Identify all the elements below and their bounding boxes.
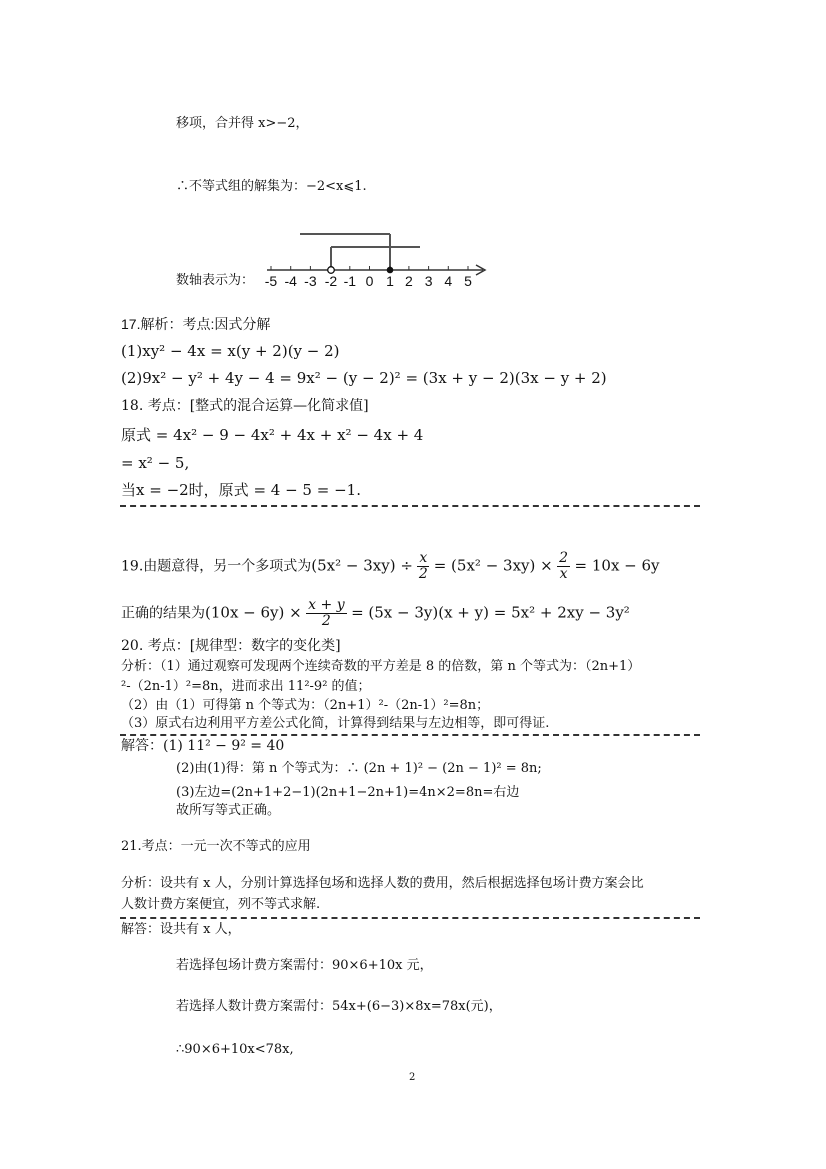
solution-set: ∴不等式组的解集为：−2<x⩽1. (176, 179, 367, 194)
q19-expr-c: = 10x − 6y (574, 556, 660, 575)
q21-analysis-1: 分析：设共有 x 人，分别计算选择包场和选择人数的费用，然后根据选择包场计费方案会比 (121, 876, 644, 891)
tick-label: -2 (324, 273, 338, 289)
q19r-frac-den: 2 (321, 613, 331, 629)
q20-sol-3: (3)左边=(2n+1+2−1)(2n+1−2n+1)=4n×2=8n=右边 (176, 785, 520, 800)
tick-label: -3 (304, 273, 317, 289)
step-combine: 移项，合并得 x>−2， (176, 116, 309, 131)
number-line (255, 228, 495, 294)
closed-point (387, 267, 394, 274)
q17-line1: (1)xy² − 4x = x(y + 2)(y − 2) (121, 342, 340, 360)
q21-analysis-2: 人数计费方案便宜，列不等式求解. (121, 897, 321, 912)
q19-frac1 (417, 551, 429, 582)
tick-label: 4 (444, 273, 453, 289)
q19-line1 (121, 551, 660, 582)
q21-sol-3: 若选择人数计费方案需付：54x+(6−3)×8x=78x(元)， (176, 999, 502, 1014)
q20-analysis-4: （3）原式右边利用平方差公式化简，计算得到结果与左边相等，即可得证. (121, 716, 550, 731)
q19-frac2-den: x (559, 566, 568, 582)
q19r-expr-a: (10x − 6y) × (205, 603, 302, 622)
q18-line1: 原式 = 4x² − 9 − 4x² + 4x + x² − 4x + 4 (121, 426, 424, 444)
tick-label: -5 (264, 273, 278, 289)
q19-frac1-num: x (419, 550, 428, 566)
q20-analysis-2: ²-（2n-1）²=8n，进而求出 11²-9² 的值； (121, 679, 371, 694)
q19r-frac-num: x + y (308, 597, 345, 613)
q18-line2: = x² − 5, (121, 454, 190, 472)
q19r-expr-b: = (5x − 3y)(x + y) = 5x² + 2xy − 3y² (351, 603, 630, 622)
tick-label: 0 (365, 273, 374, 289)
q21-sol-4: ∴90×6+10x<78x, (176, 1042, 294, 1057)
tick-label: 3 (424, 273, 433, 289)
q20-title: 20. 考点：[规律型：数字的变化类] (121, 638, 341, 654)
q19-frac2 (557, 551, 570, 582)
tick-label: 5 (464, 273, 472, 289)
q19-frac2-num: 2 (559, 550, 569, 566)
divider-2 (120, 734, 700, 736)
tick-label: 2 (405, 273, 413, 289)
divider-3 (120, 917, 700, 919)
q18-line3: 当x = −2时，原式 = 4 − 5 = −1. (121, 481, 361, 499)
q21-sol-2: 若选择包场计费方案需付：90×6+10x 元， (176, 958, 433, 973)
q20-sol-1: 解答：(1) 11² − 9² = 40 (121, 738, 285, 754)
q21-title: 21.考点：一元一次不等式的应用 (121, 839, 311, 854)
q19-expr-a: (5x² − 3xy) ÷ (311, 556, 413, 575)
q21-sol-1: 解答：设共有 x 人， (121, 922, 241, 937)
q17-title: 17.解析：考点:因式分解 (121, 316, 271, 332)
tick-label: 1 (386, 273, 394, 289)
divider-1 (120, 505, 700, 507)
tick-label: -1 (343, 273, 357, 289)
open-point (328, 267, 335, 274)
q19-frac1-den: 2 (418, 566, 428, 582)
q20-analysis-1: 分析：（1）通过观察可发现两个连续奇数的平方差是 8 的倍数，第 n 个等式为：（2n+1） (121, 659, 641, 674)
q18-title: 18. 考点：[整式的混合运算—化简求值] (121, 398, 369, 414)
page-number: 2 (409, 1072, 416, 1083)
q19-prefix: 19.由题意得，另一个多项式为 (121, 558, 312, 575)
q20-sol-2: (2)由(1)得：第 n 个等式为：∴ (2n + 1)² − (2n − 1)² = 8n; (176, 761, 542, 776)
q20-sol-4: 故所写等式正确。 (176, 803, 281, 818)
q19r-prefix: 正确的结果为 (121, 605, 205, 622)
q17-line2: (2)9x² − y² + 4y − 4 = 9x² − (y − 2)² = (3x + y − 2)(3x − y + 2) (121, 369, 607, 387)
q19r-frac (306, 598, 346, 629)
q19-expr-b: = (5x² − 3xy) × (433, 556, 553, 575)
axis-label: 数轴表示为： (176, 273, 255, 288)
q20-analysis-3: （2）由（1）可得第 n 个等式为：（2n+1）²-（2n-1）²=8n； (121, 698, 490, 713)
tick-label: -4 (284, 273, 297, 289)
q19-line2 (121, 598, 630, 629)
